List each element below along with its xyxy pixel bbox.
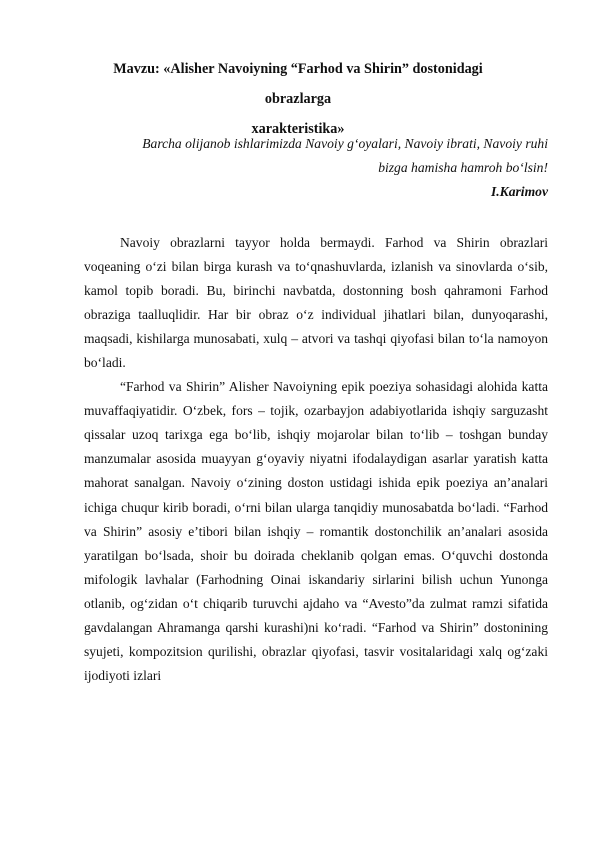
body-text [84,231,548,688]
epigraph-author: I.Karimov [490,184,548,199]
title-line-2: xarakteristika» [251,121,345,137]
document-title [84,54,512,144]
paragraph-2: “Farhod va Shirin” Alisher Navoiyning epik poeziya sohasidagi alohida katta muvaffaqiyatidir. O‘zbek, fors – tojik, ozarbayjon adabiyotlarida ishqiy sarguzasht qissalar uzoq tarixga ega bo‘lib, ishqiy mojarolar bilan to‘lib – toshgan bunday manzumalar asosida muayyan g‘oyaviy niyatni ifodalaydigan asarlar yaratish katta mahorat sanalgan. Navoiy o‘zining doston ustidagi ishida epik poeziya an’analari ichiga chuqur kirib boradi, o‘rni bilan ularga tanqidiy munosabatda bo‘ladi. “Farhod va Shirin” asosiy e’tibori bilan ishqiy – romantik dostonchilik an’analari asosida yaratilgan bo‘lsada, shoir bu doirada cheklanib qolgan emas. O‘quvchi dostonda mifologik lavhalar (Farhodning Oinai iskandariy sirlarini bilish uchun Yunonga otlanib, og‘zidan o‘t chiqarib turuvchi ajdaho va “Avesto”da zulmat ramzi sifatida gavdalangan Ahramanga qarshi kurashi)ni ko‘radi. “Farhod va Shirin” dostonining syujeti, kompozitsion qurilishi, obrazlar qiyofasi, tasvir vositalaridagi xalq og‘zaki ijodiyoti izlari [84,379,548,683]
epigraph [78,132,548,180]
title-line-1: Mavzu: «Alisher Navoiyning “Farhod va Shirin” dostonidagi obrazlarga [113,61,483,107]
epigraph-line-1: Barcha olijanob ishlarimizda Navoiy g‘oyalari, Navoiy ibrati, Navoiy ruhi [142,136,548,151]
epigraph-line-2: bizga hamisha hamroh bo‘lsin! [378,160,548,175]
paragraph-1: Navoiy obrazlarni tayyor holda bermaydi. Farhod va Shirin obrazlari voqeaning o‘zi bilan birga kurash va to‘qnashuvlarda, izlanish va sinovlarda o‘sib, kamol topib boradi. Bu, birinchi navbatda, dostonning bosh qahramoni Farhod obraziga taalluqlidir. Har bir obraz o‘z individual jihatlari bilan, dunyoqarashi, maqsadi, kishilarga munosabati, xulq – atvori va tashqi qiyofasi bilan to‘la namoyon bo‘ladi. [84,235,548,371]
